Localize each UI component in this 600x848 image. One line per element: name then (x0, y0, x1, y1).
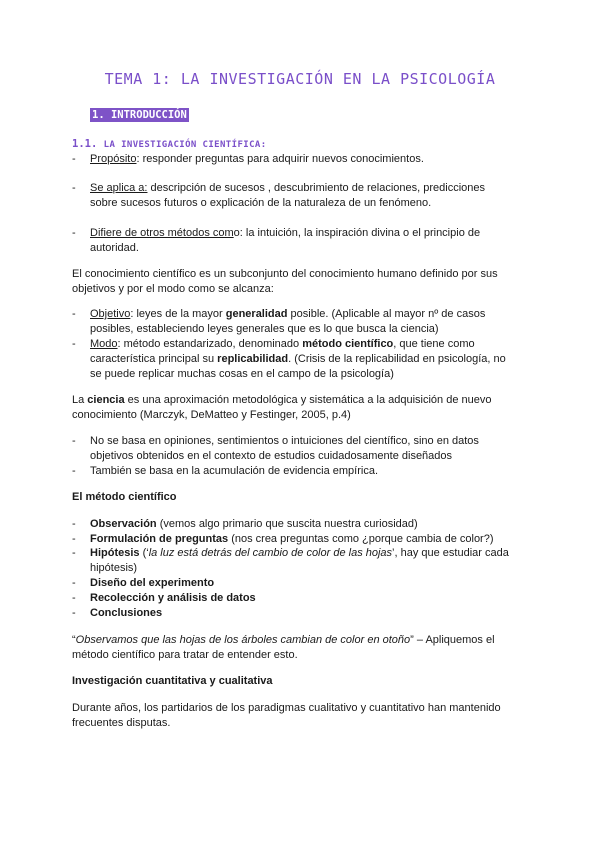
step-title: Hipótesis (90, 547, 140, 559)
step-italic: la luz está detrás del cambio de color de las hojas (148, 547, 393, 559)
list-item (72, 546, 515, 576)
step-title: Diseño del experimento (90, 577, 215, 589)
list-item (72, 576, 515, 591)
bullet-term: Objetivo (90, 308, 131, 320)
bold-term: ciencia (87, 394, 125, 406)
step-text: ’, hay que estudiar cada hipótesis) (90, 547, 509, 574)
bullet-term: Difiere de otros métodos com (90, 227, 234, 239)
step-text: (nos crea preguntas como ¿porque cambia de color?) (228, 533, 494, 545)
bullet-text: : responder preguntas para adquirir nuevos conocimientos. (136, 153, 424, 165)
step-title: Conclusiones (90, 607, 163, 619)
bullet-term: Se aplica a: (90, 182, 148, 194)
paragraph-quote (72, 633, 532, 663)
page-title: TEMA 1: LA INVESTIGACIÓN EN LA PSICOLOGÍA (104, 70, 496, 88)
subsection-number: 1.1. (72, 138, 98, 150)
bullet-text: : método estandarizado, denominado (117, 338, 303, 350)
bullet-term: Propósito (90, 153, 137, 165)
quote-mark: “ (72, 634, 76, 646)
bullet-dash: - (72, 153, 76, 165)
list-item (72, 307, 515, 337)
subsection-title: LA INVESTIGACIÓN CIENTÍFICA: (103, 140, 267, 150)
paragraph-final: Durante años, los partidarios de los paradigmas cualitativo y cuantitativo han mantenido frecuentes disputas. (72, 702, 501, 729)
bullet-text: : la intuición, la inspiración divina o el principio de autoridad. (90, 227, 481, 254)
step-text: (vemos algo primario que suscita nuestra curiosidad) (156, 518, 418, 530)
bullet-dash: - (72, 465, 76, 477)
bold-term: replicabilidad (217, 353, 289, 365)
list-item (72, 152, 515, 167)
paragraph-ciencia (72, 393, 532, 423)
bullet-text: posible. (Aplicable al mayor nº de casos posibles, estableciendo leyes generales que es lo que busca la ciencia) (90, 308, 486, 335)
bold-term: método científico (302, 338, 394, 350)
bullet-dash: - (72, 182, 76, 194)
paragraph-conocimiento: El conocimiento científico es un subconjunto del conocimiento humano definido por sus objetivos y por el modo como se alcanza: (72, 268, 498, 295)
list-item (72, 591, 515, 606)
step-title: Recolección y análisis de datos (90, 592, 256, 604)
bullet-text: , que tiene como característica principal su (90, 338, 475, 365)
section-heading-introduccion: 1. INTRODUCCIÓN (92, 109, 187, 121)
bullet-text: También se basa en la acumulación de evidencia empírica. (90, 465, 378, 477)
para-text: ” – Apliquemos el método científico para tratar de entender esto. (72, 634, 495, 661)
bullet-text: . (Crisis de la replicabilidad en psicología, no se puede replicar muchas cosas en el campo de la psicología) (90, 353, 506, 380)
bullet-dash: - (72, 338, 76, 350)
heading-metodo-cientifico: El método científico (72, 491, 177, 503)
bullet-dash: - (72, 435, 76, 447)
step-text: (‘ (139, 547, 149, 559)
bullet-dash: - (72, 592, 76, 604)
list-item (72, 464, 515, 479)
bullet-dash: - (72, 577, 76, 589)
bullet-dash: - (72, 547, 76, 559)
list-item (72, 532, 515, 547)
list-item (72, 181, 515, 211)
subsection-heading (72, 138, 267, 150)
step-title: Formulación de preguntas (90, 533, 229, 545)
bullet-dash: - (72, 533, 76, 545)
bullet-text: : leyes de la mayor (130, 308, 226, 320)
list-item (72, 517, 515, 532)
bullet-text: No se basa en opiniones, sentimientos o intuiciones del científico, sino en datos objetivos obtenidos en el contexto de estudios cuidadosamente diseñados (90, 435, 479, 462)
para-text: es una aproximación metodológica y sistemática a la adquisición de nuevo conocimiento (Marczyk, DeMatteo y Festinger, 2005, p.4) (72, 394, 492, 421)
bullet-term: Modo (90, 338, 118, 350)
step-title: Observación (90, 518, 157, 530)
bullet-dash: - (72, 308, 76, 320)
bold-term: generalidad (225, 308, 288, 320)
list-item (72, 337, 515, 382)
list-item (72, 434, 515, 464)
para-text: La (72, 394, 88, 406)
heading-cuantitativa-cualitativa: Investigación cuantitativa y cualitativa (72, 675, 273, 687)
bullet-dash: - (72, 227, 76, 239)
bullet-text: descripción de sucesos , descubrimiento de relaciones, predicciones sobre sucesos futuros o explicación de la naturaleza de un fenómeno. (90, 182, 485, 209)
bullet-dash: - (72, 518, 76, 530)
bullet-term-tail: o (233, 227, 240, 239)
bullet-dash: - (72, 607, 76, 619)
list-item (72, 226, 515, 256)
quote-italic: Observamos que las hojas de los árboles cambian de color en otoño (75, 634, 411, 646)
list-item (72, 606, 515, 621)
